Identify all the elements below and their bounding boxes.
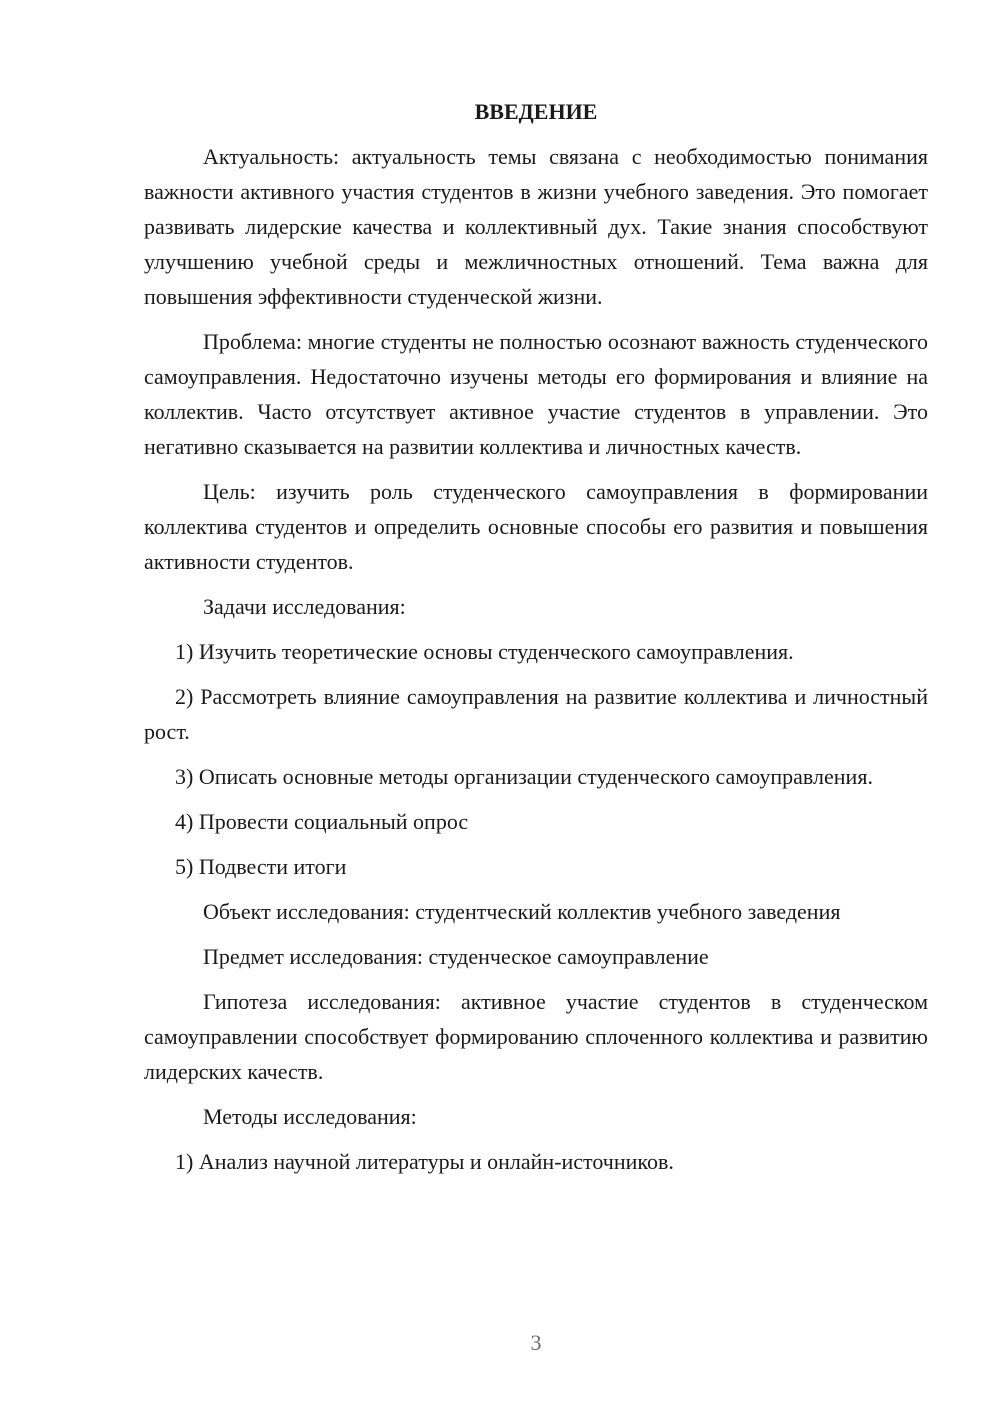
- research-hypothesis: Гипотеза исследования: активное участие студентов в студенческом самоуправлении способствует формированию сплоченного коллектива и развитию лидерских качеств.: [144, 989, 928, 1084]
- paragraph-goal: Цель: изучить роль студенческого самоуправления в формировании коллектива студентов и определить основные способы его развития и повышения активности студентов.: [144, 479, 928, 574]
- paragraph-relevance: Актуальность: актуальность темы связана с необходимостью понимания важности активного участия студентов в жизни учебного заведения. Это помогает развивать лидерские качества и коллективный дух. Такие знания способствуют улучшению учебной среды и межличностных отношений. Тема важна для повышения эффективности студенческой жизни.: [144, 144, 928, 309]
- task-item-5: 5) Подвести итоги: [175, 854, 347, 879]
- methods-heading: Методы исследования:: [203, 1104, 417, 1129]
- paragraph-problem: Проблема: многие студенты не полностью осознают важность студенческого самоуправления. Недостаточно изучены методы его формирования и влияние на коллектив. Часто отсутствует активное участие студентов в управлении. Это негативно сказывается на развитии коллектива и личностных качеств.: [144, 329, 928, 459]
- page-number: 3: [530, 1330, 542, 1355]
- task-item-1: 1) Изучить теоретические основы студенческого самоуправления.: [175, 639, 794, 664]
- page-content: [144, 94, 928, 1189]
- tasks-heading: Задачи исследования:: [203, 594, 406, 619]
- research-subject: Предмет исследования: студенческое самоуправление: [203, 944, 709, 969]
- research-object: Объект исследования: студентческий коллектив учебного заведения: [203, 899, 841, 924]
- task-item-4: 4) Провести социальный опрос: [175, 809, 469, 834]
- section-title: ВВЕДЕНИЕ: [474, 99, 598, 124]
- method-item-1: 1) Анализ научной литературы и онлайн-источников.: [175, 1149, 674, 1174]
- task-item-3: 3) Описать основные методы организации студенческого самоуправления.: [175, 764, 873, 789]
- task-item-2: 2) Рассмотреть влияние самоуправления на развитие коллектива и личностный рост.: [144, 684, 928, 744]
